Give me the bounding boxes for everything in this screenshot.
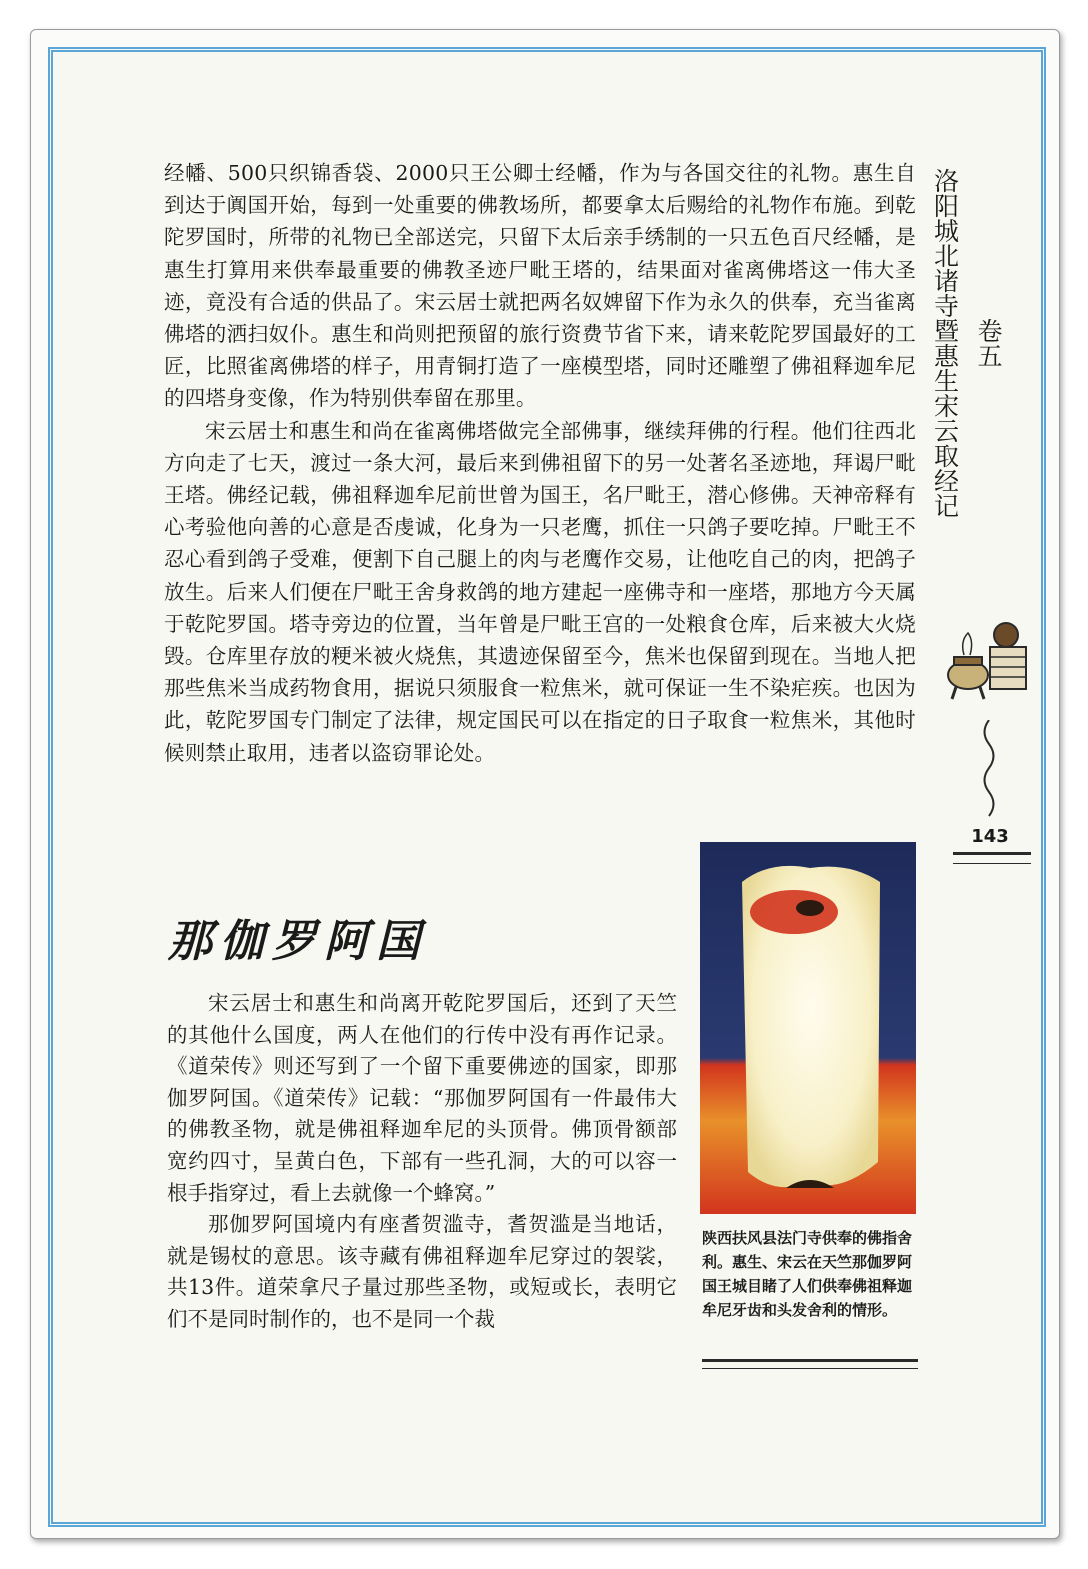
body-paragraph: 宋云居士和惠生和尚在雀离佛塔做完全部佛事，继续拜佛的行程。他们往西北方向走了七天，渡过一条大河，最后来到佛祖留下的另一处著名圣迹地，拜谒尸毗王塔。佛经记载，佛祖释迦牟尼前世曾为国王，名尸毗王，潜心修佛。天神帝释有心考验他向善的心意是否虔诚，化身为一只老鹰，抓住一只鸽子要吃掉。尸毗王不忍心看到鸽子受难，便割下自己腿上的肉与老鹰作交易，让他吃自己的肉，把鸽子放生。后来人们便在尸毗王舍身救鸽的地方建起一座佛寺和一座塔，那地方今天属于乾陀罗国。塔寺旁边的位置，当年曾是尸毗王宫的一处粮食仓库，后来被大火烧毁。仓库里存放的粳米被火烧焦，其遗迹保留至今，焦米也保留到现在。当地人把那些焦米当成药物食用，据说只须服食一粒焦米，就可保证一生不染疟疾。也因为此，乾陀罗国专门制定了法律，规定国民可以在指定的日子取食一粒焦米，其他时候则禁止取用，违者以盗窃罪论处。 [164, 418, 916, 765]
page-number-rule [953, 852, 1031, 864]
figure-caption: 陕西扶风县法门寺供奉的佛指舍利。惠生、宋云在天竺那伽罗阿国王城目睹了人们供奉佛祖释迦牟尼牙齿和头发舍利的情形。 [702, 1229, 913, 1319]
relic-photo [700, 842, 916, 1214]
section-paragraph: 那伽罗阿国境内有座耆贺滥寺，耆贺滥是当地话，就是锡杖的意思。该寺藏有佛祖释迦牟尼穿过的袈裟，共13件。道荣拿尺子量过那些圣物，或短或长，表明它们不是同时制作的，也不是同一个裁 [167, 1212, 677, 1331]
incense-burner-icon [942, 617, 1034, 707]
section-heading: 那伽罗阿国 [168, 916, 428, 967]
chapter-title: 洛阳城北诸寺暨惠生宋云取经记 [930, 168, 960, 518]
body-paragraph: 经幡、500只织锦香袋、2000只王公卿士经幡，作为与各国交往的礼物。惠生自到达于阗国开始，每到一处重要的佛教场所，都要拿太后赐给的礼物作布施。到乾陀罗国时，所带的礼物已全部送完，只留下太后亲手绣制的一只五色百尺经幡，是惠生打算用来供奉最重要的佛教圣迹尸毗王塔的，结果面对雀离佛塔这一伟大圣迹，竟没有合适的供品了。宋云居士就把两名奴婢留下作为永久的供奉，充当雀离佛塔的洒扫奴仆。惠生和尚则把预留的旅行资费节省下来，请来乾陀罗国最好的工匠，比照雀离佛塔的样子，用青铜打造了一座模型塔，同时还雕塑了佛祖释迦牟尼的四塔身变像，作为特别供奉留在那里。 [164, 161, 916, 411]
running-head [930, 168, 1004, 518]
main-body-text [164, 157, 916, 769]
section-body-text [167, 988, 677, 1336]
caption-rule [702, 1359, 918, 1369]
relic-image [700, 842, 916, 1214]
chapter-label: 卷五 [974, 318, 1003, 368]
decorative-wave-line [974, 720, 1004, 820]
section-paragraph: 宋云居士和惠生和尚离开乾陀罗国后，还到了天竺的其他什么国度，两人在他们的行传中没有再作记录。《道荣传》则还写到了一个留下重要佛迹的国家，即那伽罗阿国。《道荣传》记载：“那伽罗阿国有一件最伟大的佛教圣物，就是佛祖释迦牟尼的头顶骨。佛顶骨额部宽约四寸，呈黄白色，下部有一些孔洞，大的可以容一根手指穿过，看上去就像一个蜂窝。” [167, 991, 677, 1205]
page-number: 143 [971, 826, 1009, 847]
